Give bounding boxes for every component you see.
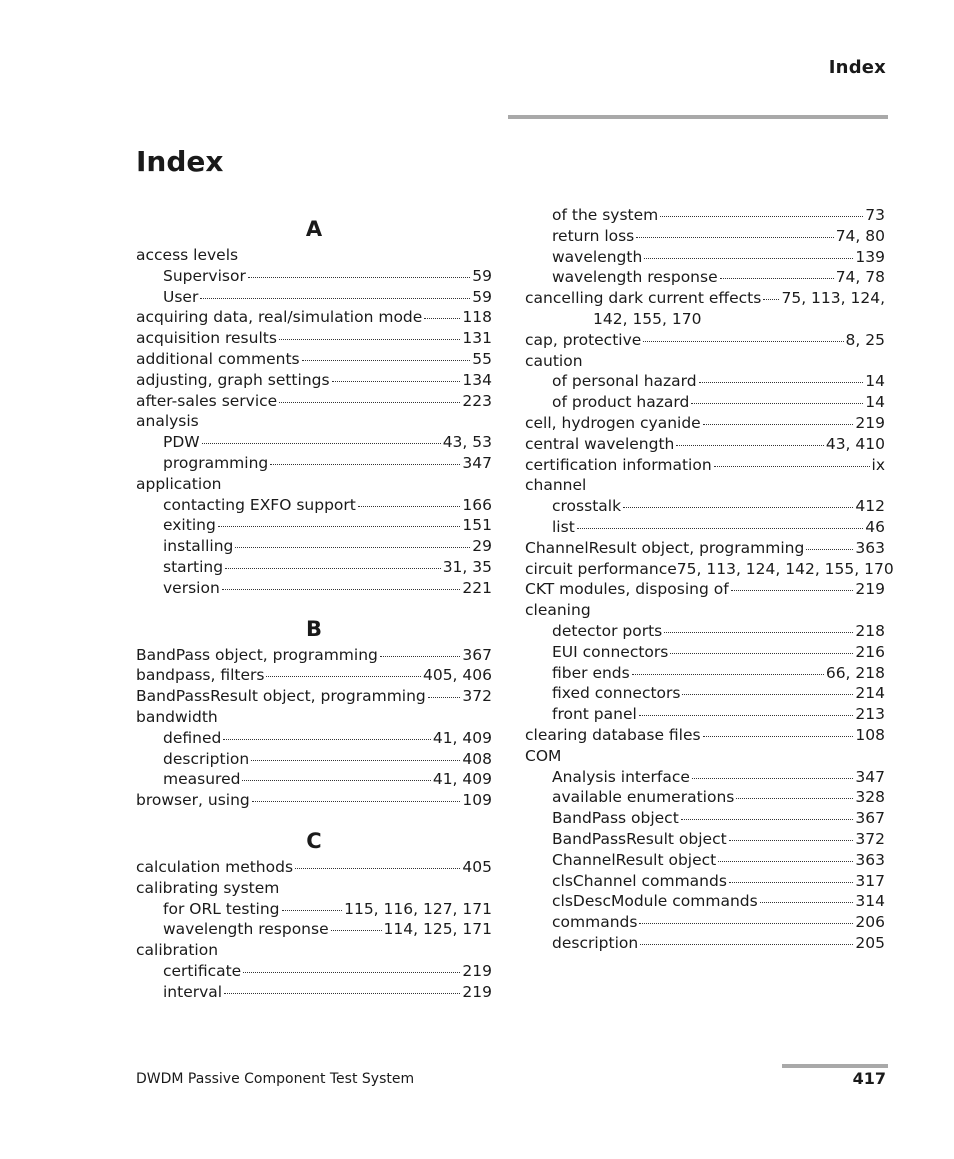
- index-subentry: [525, 267, 885, 288]
- index-term: acquiring data, real/simulation mode: [136, 308, 423, 327]
- index-page-numbers: 218: [855, 621, 885, 640]
- dot-leader: [676, 445, 823, 446]
- index-subentry: [525, 683, 885, 704]
- index-entry: [136, 349, 492, 370]
- index-page-numbers: 75, 113, 124,: [781, 289, 885, 308]
- index-term: calibration: [136, 941, 219, 960]
- index-page-numbers: 219: [855, 580, 885, 599]
- index-subentry: [136, 432, 492, 453]
- index-page-numbers: 73: [865, 206, 885, 224]
- page-title: Index: [136, 145, 224, 178]
- index-page-numbers: 151: [462, 516, 492, 535]
- index-page-numbers: 66, 218: [825, 663, 885, 682]
- index-page-numbers: 115, 116, 127, 171: [344, 899, 492, 918]
- index-term: bandwidth: [136, 707, 218, 726]
- index-term: fixed connectors: [552, 684, 681, 703]
- index-entry: [136, 474, 492, 495]
- index-entry: [136, 665, 492, 686]
- index-page-numbers: 412: [855, 497, 885, 516]
- index-term: EUI connectors: [552, 642, 669, 661]
- index-entry: [525, 413, 885, 434]
- index-term: programming: [163, 453, 269, 472]
- index-entry: [525, 538, 885, 559]
- dot-leader: [235, 547, 470, 548]
- index-term: caution: [525, 351, 583, 370]
- dot-leader: [691, 403, 863, 404]
- index-subentry: [136, 453, 492, 474]
- index-term: interval: [163, 982, 223, 1001]
- index-term: central wavelength: [525, 434, 675, 453]
- index-entry: [525, 351, 885, 372]
- index-term: return loss: [552, 226, 635, 245]
- dot-leader: [660, 216, 863, 217]
- dot-leader: [681, 819, 854, 820]
- index-entry: [525, 746, 885, 767]
- index-page-numbers: ix: [871, 455, 885, 474]
- index-term: clsChannel commands: [552, 871, 727, 890]
- index-term: installing: [163, 537, 234, 556]
- dot-leader: [302, 360, 471, 361]
- index-entry: [136, 940, 492, 961]
- index-page-numbers: 405: [462, 857, 492, 876]
- dot-leader: [643, 341, 843, 342]
- index-term: bandpass, filters: [136, 666, 265, 685]
- index-term: COM: [525, 746, 562, 765]
- dot-leader: [428, 697, 461, 698]
- index-subentry: [525, 621, 885, 642]
- dot-leader: [639, 715, 854, 716]
- index-term: of personal hazard: [552, 372, 697, 391]
- index-term: access levels: [136, 246, 239, 264]
- dot-leader: [682, 694, 853, 695]
- index-subentry: [136, 982, 492, 1003]
- index-page-numbers: 14: [865, 393, 885, 412]
- index-term: clearing database files: [525, 725, 701, 744]
- index-term: for ORL testing: [163, 899, 280, 918]
- dot-leader: [636, 237, 833, 238]
- dot-leader: [692, 778, 853, 779]
- page-number: 417: [852, 1069, 886, 1088]
- footer-rule: [782, 1064, 888, 1068]
- index-entry: [136, 245, 492, 266]
- index-page-numbers: 363: [855, 850, 885, 869]
- index-term: wavelength: [552, 247, 643, 266]
- index-term: analysis: [136, 412, 199, 431]
- index-subentry: [136, 266, 492, 287]
- index-term: starting: [163, 557, 224, 576]
- index-page-numbers: 46: [865, 517, 885, 536]
- index-term: application: [136, 474, 222, 493]
- dot-leader: [218, 526, 461, 527]
- index-entry: [525, 600, 885, 621]
- index-subentry: [525, 871, 885, 892]
- dot-leader: [248, 277, 470, 278]
- index-entry: [525, 475, 885, 496]
- index-term: certification information: [525, 455, 712, 474]
- dot-leader: [331, 930, 382, 931]
- dot-leader: [225, 568, 441, 569]
- index-term: available enumerations: [552, 788, 735, 807]
- index-term: calibrating system: [136, 878, 280, 897]
- index-subentry: [525, 371, 885, 392]
- index-term: Analysis interface: [552, 767, 690, 786]
- dot-leader: [332, 381, 461, 382]
- index-page-numbers: 55: [472, 349, 492, 368]
- dot-leader: [279, 339, 460, 340]
- dot-leader: [224, 993, 460, 994]
- index-entry: [525, 309, 885, 330]
- index-subentry: [136, 578, 492, 599]
- index-term: fiber ends: [552, 663, 630, 682]
- dot-leader: [720, 278, 834, 279]
- index-page-numbers: 221: [462, 578, 492, 597]
- index-subentry: [525, 704, 885, 725]
- dot-leader: [670, 653, 853, 654]
- index-page-numbers: 114, 125, 171: [383, 920, 492, 939]
- index-term: after-sales service: [136, 391, 278, 410]
- dot-leader: [623, 507, 853, 508]
- index-subentry: [525, 226, 885, 247]
- index-term: additional comments: [136, 349, 300, 368]
- index-term: adjusting, graph settings: [136, 370, 330, 389]
- index-page-numbers: 118: [462, 308, 492, 327]
- index-subentry: [136, 919, 492, 940]
- index-term: 142, 155, 170: [593, 309, 702, 328]
- index-page-numbers: 317: [855, 871, 885, 890]
- index-page-numbers: 223: [462, 391, 492, 410]
- index-subentry: [136, 287, 492, 308]
- index-subentry: [525, 912, 885, 933]
- index-term: version: [163, 578, 220, 597]
- index-term: acquisition results: [136, 329, 277, 348]
- index-page-numbers: 372: [855, 829, 885, 848]
- index-entry: [136, 328, 492, 349]
- dot-leader: [295, 868, 460, 869]
- dot-leader: [266, 676, 420, 677]
- index-page-numbers: 59: [472, 287, 492, 306]
- index-page-numbers: 139: [855, 247, 885, 266]
- index-page-numbers: 214: [855, 684, 885, 703]
- index-entry: [525, 330, 885, 351]
- dot-leader: [270, 464, 460, 465]
- dot-leader: [763, 299, 779, 300]
- index-subentry: [136, 769, 492, 790]
- dot-leader: [358, 506, 461, 507]
- index-page-numbers: 41, 409: [432, 770, 492, 789]
- index-page-numbers: 31, 35: [442, 557, 492, 576]
- index-subentry: [525, 517, 885, 538]
- index-page-numbers: 134: [462, 370, 492, 389]
- index-term: circuit performance75, 113, 124, 142, 155, 170: [525, 559, 894, 578]
- index-entry: [525, 288, 885, 309]
- dot-leader: [223, 739, 430, 740]
- dot-leader: [279, 402, 460, 403]
- index-term: of product hazard: [552, 393, 690, 412]
- index-subentry: [525, 247, 885, 268]
- dot-leader: [200, 298, 470, 299]
- dot-leader: [760, 902, 854, 903]
- index-entry: [136, 686, 492, 707]
- index-term: PDW: [163, 433, 200, 452]
- index-page-numbers: 43, 53: [442, 433, 492, 452]
- dot-leader: [664, 632, 853, 633]
- index-page-numbers: 219: [462, 961, 492, 980]
- index-page-numbers: 363: [855, 538, 885, 557]
- index-page-numbers: 109: [462, 791, 492, 810]
- index-subentry: [136, 557, 492, 578]
- index-page-numbers: 206: [855, 913, 885, 932]
- dot-leader: [380, 656, 461, 657]
- index-entry: [136, 370, 492, 391]
- section-letter: A: [305, 217, 323, 241]
- index-term: commands: [552, 913, 638, 932]
- index-term: browser, using: [136, 791, 250, 810]
- index-term: ChannelResult object: [552, 850, 717, 869]
- index-term: of the system: [552, 206, 659, 224]
- index-term: channel: [525, 476, 587, 495]
- index-term: cancelling dark current effects: [525, 289, 762, 308]
- dot-leader: [718, 861, 853, 862]
- index-page-numbers: 216: [855, 642, 885, 661]
- index-term: list: [552, 517, 575, 536]
- index-entry: [525, 579, 885, 600]
- index-page-numbers: 29: [472, 537, 492, 556]
- dot-leader: [806, 549, 853, 550]
- index-page-numbers: 166: [462, 495, 492, 514]
- header-rule: [508, 115, 888, 119]
- index-term: clsDescModule commands: [552, 892, 758, 911]
- index-page-numbers: 108: [855, 725, 885, 744]
- index-entry: [525, 434, 885, 455]
- index-page-numbers: 74, 78: [835, 268, 885, 287]
- dot-leader: [640, 944, 853, 945]
- index-subentry: [525, 642, 885, 663]
- index-entry: [136, 857, 492, 878]
- dot-leader: [729, 882, 854, 883]
- index-subentry: [525, 891, 885, 912]
- index-subentry: [525, 767, 885, 788]
- index-column-left: [136, 215, 492, 1003]
- dot-leader: [703, 736, 854, 737]
- index-page-numbers: 59: [472, 266, 492, 285]
- dot-leader: [222, 589, 461, 590]
- index-term: exiting: [163, 516, 216, 535]
- index-subentry: [525, 850, 885, 871]
- index-page-numbers: 408: [462, 749, 492, 768]
- index-term: certificate: [163, 961, 242, 980]
- dot-leader: [729, 840, 854, 841]
- index-subentry: [525, 205, 885, 226]
- dot-leader: [252, 801, 461, 802]
- dot-leader: [703, 424, 854, 425]
- index-page-numbers: 219: [855, 413, 885, 432]
- dot-leader: [632, 674, 824, 675]
- dot-leader: [251, 760, 460, 761]
- index-subentry: [525, 829, 885, 850]
- index-page-numbers: 213: [855, 705, 885, 724]
- index-page-numbers: 314: [855, 892, 885, 911]
- dot-leader: [577, 528, 864, 529]
- index-subentry: [525, 808, 885, 829]
- index-entry: [136, 790, 492, 811]
- index-entry: [136, 707, 492, 728]
- index-page-numbers: 74, 80: [835, 226, 885, 245]
- dot-leader: [243, 972, 460, 973]
- index-subentry: [525, 663, 885, 684]
- index-page-numbers: 347: [855, 767, 885, 786]
- dot-leader: [424, 318, 460, 319]
- index-subentry: [525, 392, 885, 413]
- index-entry: [136, 645, 492, 666]
- index-term: description: [163, 749, 250, 768]
- index-page-numbers: 219: [462, 982, 492, 1001]
- index-term: description: [552, 933, 639, 952]
- index-page-numbers: 372: [462, 687, 492, 706]
- index-subentry: [136, 536, 492, 557]
- index-entry: [136, 878, 492, 899]
- index-page-numbers: 41, 409: [432, 728, 492, 747]
- index-term: Supervisor: [163, 266, 246, 285]
- dot-leader: [202, 443, 441, 444]
- dot-leader: [714, 466, 870, 467]
- index-subentry: [136, 515, 492, 536]
- index-entry: [525, 725, 885, 746]
- index-page-numbers: 367: [855, 809, 885, 828]
- running-header-title: Index: [828, 57, 886, 78]
- index-entry: [525, 559, 894, 580]
- dot-leader: [644, 258, 853, 259]
- index-term: cell, hydrogen cyanide: [525, 413, 701, 432]
- index-subentry: [525, 787, 885, 808]
- index-term: BandPassResult object, programming: [136, 687, 426, 706]
- index-page-numbers: 347: [462, 453, 492, 472]
- index-term: calculation methods: [136, 857, 294, 876]
- index-term: wavelength response: [552, 268, 718, 287]
- dot-leader: [699, 382, 864, 383]
- index-subentry: [136, 495, 492, 516]
- dot-leader: [639, 923, 853, 924]
- index-subentry: [136, 961, 492, 982]
- index-column-right: [525, 205, 894, 954]
- index-subentry: [525, 933, 885, 954]
- index-page-numbers: 131: [462, 329, 492, 348]
- index-entry: [136, 307, 492, 328]
- dot-leader: [731, 590, 854, 591]
- index-term: BandPass object, programming: [136, 645, 378, 664]
- index-term: cap, protective: [525, 330, 642, 349]
- index-term: contacting EXFO support: [163, 495, 356, 514]
- dot-leader: [282, 910, 343, 911]
- index-page-numbers: 405, 406: [422, 666, 492, 685]
- index-subentry: [136, 728, 492, 749]
- index-term: wavelength response: [163, 920, 329, 939]
- index-subentry: [136, 899, 492, 920]
- index-page-numbers: 14: [865, 372, 885, 391]
- index-term: measured: [163, 770, 241, 789]
- dot-leader: [736, 798, 853, 799]
- index-page-numbers: 328: [855, 788, 885, 807]
- index-subentry: [136, 749, 492, 770]
- index-term: BandPass object: [552, 809, 679, 828]
- index-term: detector ports: [552, 621, 663, 640]
- index-term: cleaning: [525, 601, 591, 620]
- index-term: defined: [163, 728, 222, 747]
- dot-leader: [242, 780, 430, 781]
- index-entry: [525, 455, 885, 476]
- index-subentry: [525, 496, 885, 517]
- section-letter: B: [305, 616, 322, 641]
- index-page-numbers: 205: [855, 933, 885, 952]
- index-entry: [136, 391, 492, 412]
- index-entry: [136, 411, 492, 432]
- index-page-numbers: 43, 410: [825, 434, 885, 453]
- index-page-numbers: 8, 25: [845, 330, 885, 349]
- index-term: BandPassResult object: [552, 829, 727, 848]
- index-term: crosstalk: [552, 497, 622, 516]
- section-letter: C: [306, 828, 322, 853]
- index-term: CKT modules, disposing of: [525, 580, 729, 599]
- index-term: front panel: [552, 705, 637, 724]
- index-page-numbers: 367: [462, 645, 492, 664]
- index-term: ChannelResult object, programming: [525, 538, 805, 557]
- index-term: User: [163, 287, 199, 306]
- footer-document-title: DWDM Passive Component Test System: [136, 1071, 415, 1087]
